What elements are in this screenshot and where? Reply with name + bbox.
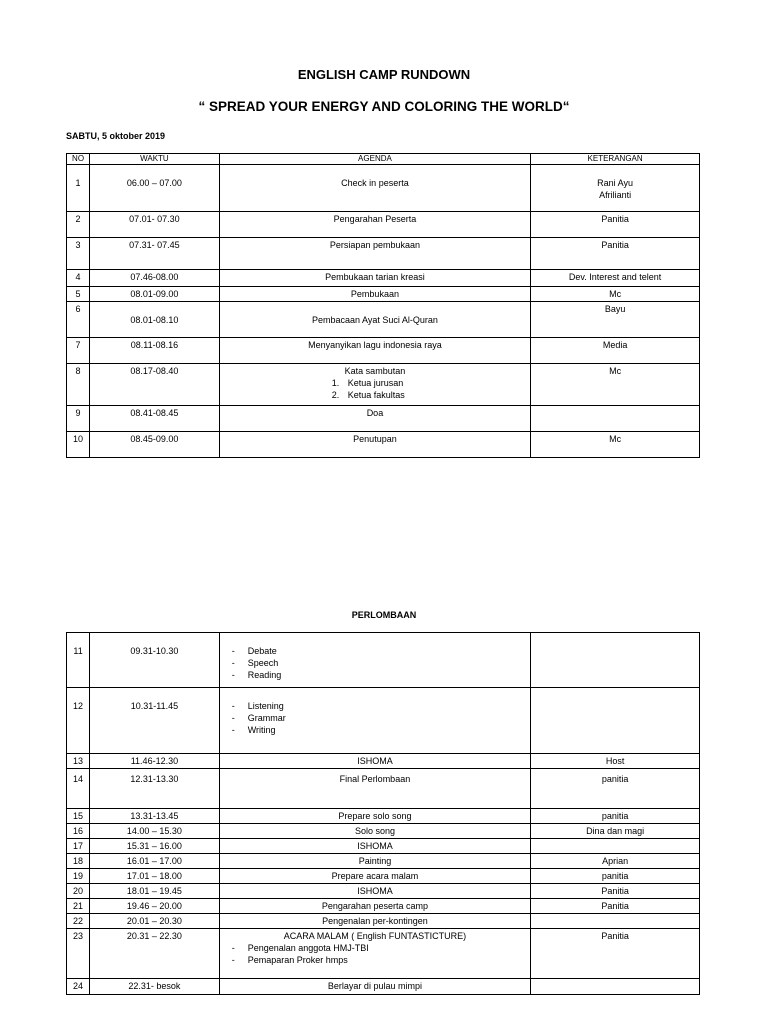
event-date: SABTU, 5 oktober 2019	[66, 131, 166, 141]
row-no: 13	[67, 754, 90, 769]
row-time: 08.11-08.16	[90, 338, 220, 364]
header-keterangan: KETERANGAN	[531, 154, 700, 165]
row-keterangan: Mc	[531, 287, 700, 302]
table-row	[67, 869, 700, 884]
competition-list	[222, 700, 528, 736]
row-time: 20.31 – 22.30	[90, 929, 220, 979]
row-time: 08.45-09.00	[90, 432, 220, 458]
row-time: 07.46-08.00	[90, 270, 220, 287]
table-row	[67, 338, 700, 364]
row-time: 07.31- 07.45	[90, 238, 220, 270]
rundown-table	[66, 153, 700, 458]
row-keterangan	[531, 979, 700, 995]
document-title: ENGLISH CAMP RUNDOWN	[297, 67, 471, 82]
header-agenda: AGENDA	[219, 154, 530, 165]
table-row	[67, 406, 700, 432]
perlombaan-table	[66, 632, 700, 995]
row-no: 1	[67, 165, 90, 212]
row-no: 5	[67, 287, 90, 302]
table-row	[67, 270, 700, 287]
table-row	[67, 364, 700, 406]
row-agenda: Pembukaan tarian kreasi	[219, 270, 530, 287]
list-item: - Writing	[232, 724, 528, 736]
row-keterangan: Panitia	[531, 884, 700, 899]
table-row	[67, 769, 700, 809]
table-row	[67, 212, 700, 238]
row-no: 19	[67, 869, 90, 884]
row-keterangan: panitia	[531, 769, 700, 809]
row-keterangan	[531, 165, 700, 212]
row-keterangan: Panitia	[531, 929, 700, 979]
row-time: 20.01 – 20.30	[90, 914, 220, 929]
row-keterangan: Panitia	[531, 899, 700, 914]
table-row	[67, 287, 700, 302]
row-no: 10	[67, 432, 90, 458]
table-row	[67, 839, 700, 854]
row-agenda: Final Perlombaan	[219, 769, 530, 809]
row-agenda: Pembacaan Ayat Suci Al-Quran	[219, 302, 530, 338]
row-no: 3	[67, 238, 90, 270]
header-waktu: WAKTU	[90, 154, 220, 165]
row-no: 21	[67, 899, 90, 914]
row-agenda: Berlayar di pulau mimpi	[219, 979, 530, 995]
row-no: 15	[67, 809, 90, 824]
row-no: 17	[67, 839, 90, 854]
row-keterangan	[531, 633, 700, 688]
list-item: - Debate	[232, 645, 528, 657]
row-time: 12.31-13.30	[90, 769, 220, 809]
row-agenda: Painting	[219, 854, 530, 869]
row-no: 4	[67, 270, 90, 287]
row-agenda: Prepare acara malam	[219, 869, 530, 884]
row-time: 19.46 – 20.00	[90, 899, 220, 914]
row-no: 16	[67, 824, 90, 839]
table-row	[67, 633, 700, 688]
row-no: 18	[67, 854, 90, 869]
row-agenda: ISHOMA	[219, 754, 530, 769]
row-keterangan: Panitia	[531, 212, 700, 238]
row-agenda: Persiapan pembukaan	[219, 238, 530, 270]
row-keterangan: panitia	[531, 809, 700, 824]
table-row	[67, 824, 700, 839]
row-agenda: ISHOMA	[219, 839, 530, 854]
row-keterangan	[531, 688, 700, 754]
list-item: - Pemaparan Proker hmps	[232, 954, 528, 966]
table-row	[67, 688, 700, 754]
row-no: 6	[67, 302, 90, 338]
list-item: - Pengenalan anggota HMJ-TBI	[232, 942, 528, 954]
row-time: 14.00 – 15.30	[90, 824, 220, 839]
agenda-text: ACARA MALAM ( English FUNTASTICTURE)	[283, 931, 467, 941]
table-row	[67, 914, 700, 929]
table-row	[67, 899, 700, 914]
row-keterangan: Mc	[531, 364, 700, 406]
row-keterangan: Host	[531, 754, 700, 769]
row-agenda	[219, 364, 530, 406]
table-row	[67, 809, 700, 824]
section-heading-perlombaan: PERLOMBAAN	[351, 610, 417, 620]
table-row	[67, 238, 700, 270]
row-time: 15.31 – 16.00	[90, 839, 220, 854]
row-agenda	[219, 688, 530, 754]
row-agenda: Prepare solo song	[219, 809, 530, 824]
list-item: - Listening	[232, 700, 528, 712]
row-agenda	[219, 633, 530, 688]
row-agenda: ISHOMA	[219, 884, 530, 899]
table-row	[67, 854, 700, 869]
table-row	[67, 884, 700, 899]
row-time: 08.41-08.45	[90, 406, 220, 432]
row-keterangan	[531, 406, 700, 432]
row-time: 18.01 – 19.45	[90, 884, 220, 899]
row-agenda: Pengarahan Peserta	[219, 212, 530, 238]
row-no: 11	[67, 633, 90, 688]
row-agenda: Menyanyikan lagu indonesia raya	[219, 338, 530, 364]
row-time: 10.31-11.45	[90, 688, 220, 754]
row-no: 14	[67, 769, 90, 809]
list-item: 1. Ketua jurusan	[332, 377, 528, 389]
row-keterangan	[531, 914, 700, 929]
agenda-text: Kata sambutan	[344, 366, 406, 376]
row-agenda: Solo song	[219, 824, 530, 839]
table-row	[67, 929, 700, 979]
list-item: - Reading	[232, 669, 528, 681]
row-time: 08.01-08.10	[90, 302, 220, 338]
row-agenda: Pengarahan peserta camp	[219, 899, 530, 914]
header-no: NO	[67, 154, 90, 165]
row-agenda: Doa	[219, 406, 530, 432]
table-row	[67, 432, 700, 458]
list-item: - Grammar	[232, 712, 528, 724]
table-row	[67, 979, 700, 995]
theme-title: “ SPREAD YOUR ENERGY AND COLORING THE WORLD“	[198, 99, 570, 114]
table-row	[67, 754, 700, 769]
row-keterangan: Panitia	[531, 238, 700, 270]
row-time: 17.01 – 18.00	[90, 869, 220, 884]
night-event-list	[222, 942, 528, 966]
row-keterangan: Bayu	[531, 302, 700, 338]
row-keterangan: Media	[531, 338, 700, 364]
row-no: 8	[67, 364, 90, 406]
competition-list	[222, 645, 528, 681]
row-agenda: Pembukaan	[219, 287, 530, 302]
list-item: 2. Ketua fakultas	[332, 389, 528, 401]
row-time: 16.01 – 17.00	[90, 854, 220, 869]
row-keterangan: Mc	[531, 432, 700, 458]
row-no: 24	[67, 979, 90, 995]
row-no: 2	[67, 212, 90, 238]
row-no: 23	[67, 929, 90, 979]
row-time: 09.31-10.30	[90, 633, 220, 688]
table-header-row	[67, 154, 700, 165]
row-keterangan: Dev. Interest and telent	[531, 270, 700, 287]
list-item: - Speech	[232, 657, 528, 669]
row-time: 07.01- 07.30	[90, 212, 220, 238]
row-agenda: Penutupan	[219, 432, 530, 458]
row-keterangan	[531, 839, 700, 854]
row-agenda: Check in peserta	[219, 165, 530, 212]
row-agenda: Pengenalan per-kontingen	[219, 914, 530, 929]
row-time: 11.46-12.30	[90, 754, 220, 769]
row-keterangan: Dina dan magi	[531, 824, 700, 839]
row-agenda	[219, 929, 530, 979]
keterangan-line: Rani Ayu	[597, 178, 634, 188]
row-time: 22.31- besok	[90, 979, 220, 995]
row-no: 9	[67, 406, 90, 432]
row-keterangan: Aprian	[531, 854, 700, 869]
row-no: 12	[67, 688, 90, 754]
row-time: 06.00 – 07.00	[90, 165, 220, 212]
table-row	[67, 165, 700, 212]
table-row	[67, 302, 700, 338]
keterangan-line: Afrilianti	[599, 190, 632, 200]
speech-list	[222, 377, 528, 401]
row-time: 08.17-08.40	[90, 364, 220, 406]
row-no: 7	[67, 338, 90, 364]
row-no: 22	[67, 914, 90, 929]
row-time: 13.31-13.45	[90, 809, 220, 824]
row-no: 20	[67, 884, 90, 899]
row-time: 08.01-09.00	[90, 287, 220, 302]
row-keterangan: panitia	[531, 869, 700, 884]
